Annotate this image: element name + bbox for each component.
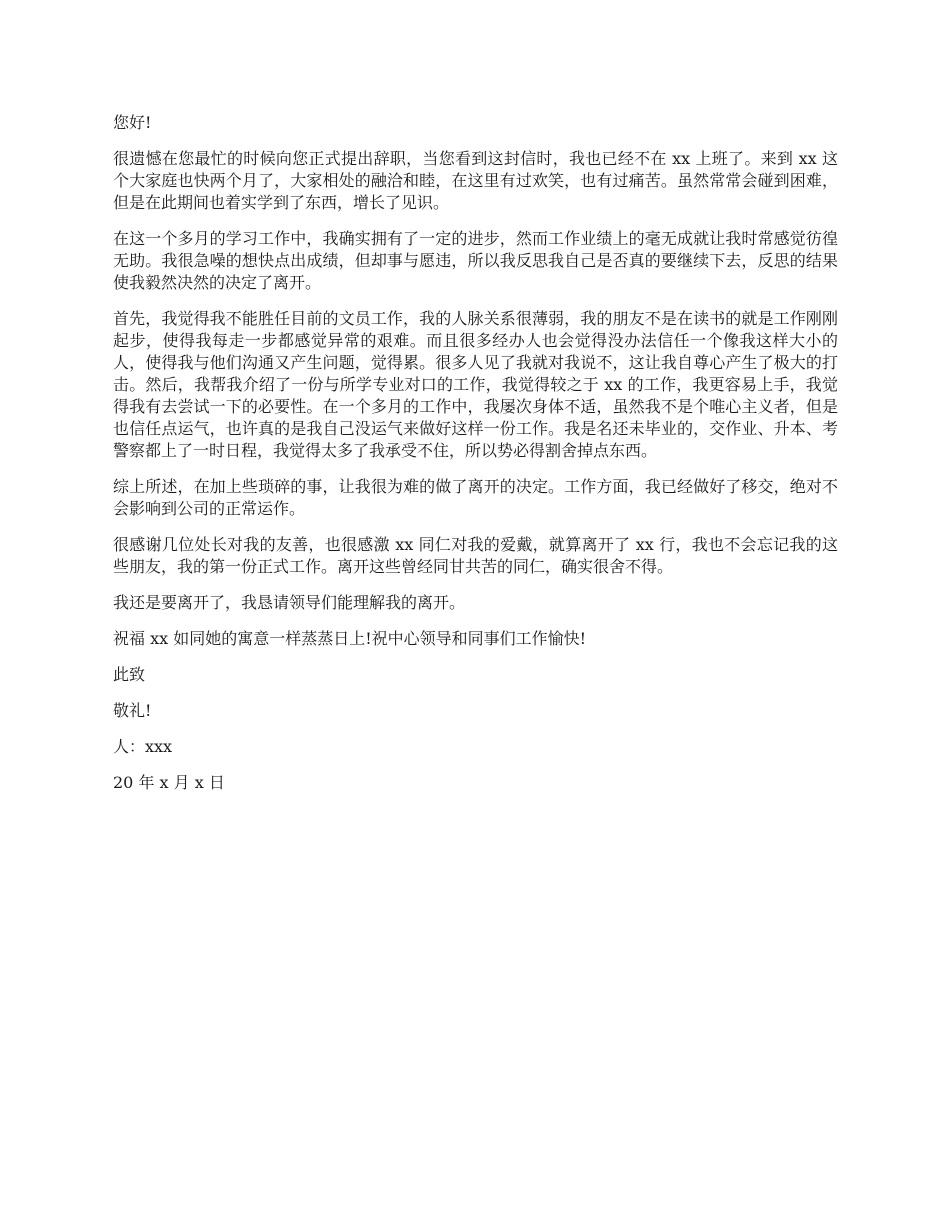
letter-closing-2: 敬礼! [113, 701, 152, 720]
letter-paragraph-1: 很遗憾在您最忙的时候向您正式提出辞职，当您看到这封信时，我也已经不在 xx 上班了。来到 xx 这个大家庭也快两个月了，大家相处的融洽和睦，在这里有过欢笑，也有过痛苦。虽然常常会碰到困难，但是在此期间也着实学到了东西，增长了见识。 [113, 149, 838, 212]
letter-body [113, 112, 838, 808]
letter-date: 20 年 x 月 x 日 [113, 773, 225, 792]
letter-paragraph-4: 综上所述，在加上些琐碎的事，让我很为难的做了离开的决定。工作方面，我已经做好了移交，绝对不会影响到公司的正常运作。 [113, 477, 838, 518]
letter-signature: 人：xxx [113, 737, 173, 756]
letter-paragraph-3: 首先，我觉得我不能胜任目前的文员工作，我的人脉关系很薄弱，我的朋友不是在读书的就是工作刚刚起步，使得我每走一步都感觉异常的艰难。而且很多经办人也会觉得没办法信任一个像我这样大小的人，使得我与他们沟通又产生问题，觉得累。很多人见了我就对我说不，这让我自尊心产生了极大的打击。然后，我帮我介绍了一份与所学专业对口的工作，我觉得较之于 xx 的工作，我更容易上手，我觉得我有去尝试一下的必要性。在一个多月的工作中，我屡次身体不适，虽然我不是个唯心主义者，但是也信任点运气，也许真的是我自己没运气来做好这样一份工作。我是名还未毕业的，交作业、升本、考警察都上了一时日程，我觉得太多了我承受不住，所以势必得割舍掉点东西。 [113, 309, 838, 460]
letter-closing-1: 此致 [113, 665, 146, 684]
letter-paragraph-7: 祝福 xx 如同她的寓意一样蒸蒸日上!祝中心领导和同事们工作愉快! [113, 629, 587, 648]
letter-paragraph-6: 我还是要离开了，我恳请领导们能理解我的离开。 [113, 593, 466, 612]
letter-greeting: 您好! [113, 113, 152, 132]
letter-paragraph-5: 很感谢几位处长对我的友善，也很感激 xx 同仁对我的爱戴，就算离开了 xx 行，我也不会忘记我的这些朋友，我的第一份正式工作。离开这些曾经同甘共苦的同仁，确实很舍不得。 [113, 535, 838, 576]
letter-paragraph-2: 在这一个多月的学习工作中，我确实拥有了一定的进步，然而工作业绩上的毫无成就让我时常感觉彷徨无助。我很急噪的想快点出成绩，但却事与愿违，所以我反思我自己是否真的要继续下去，反思的结果使我毅然决然的决定了离开。 [113, 229, 838, 292]
